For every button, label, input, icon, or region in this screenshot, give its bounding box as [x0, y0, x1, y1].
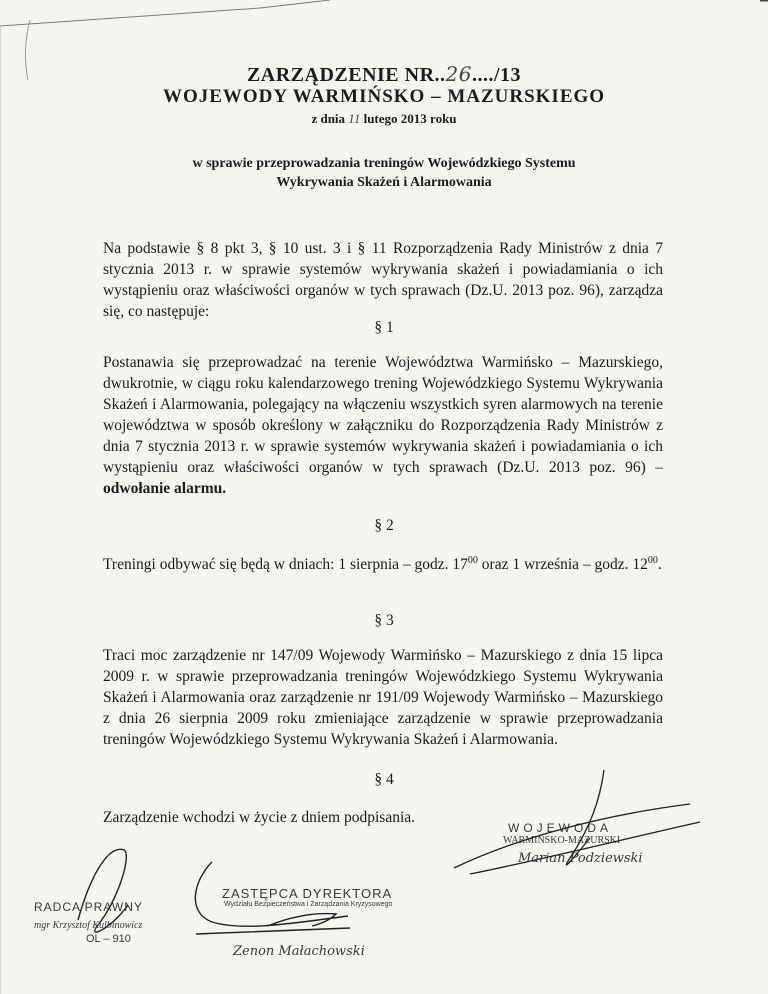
document-title: ZARZĄDZENIE NR..26..../13: [246, 62, 522, 86]
section-heading-2: § 2: [374, 517, 394, 534]
preamble-paragraph: Na podstawie § 8 pkt 3, § 10 ust. 3 i § 11 Rozporządzenia Rady Ministrów z dnia 7 stycznia 2013 r. w sprawie systemów wykrywania skażeń i powiadamiania o ich wystąpieniu oraz właściwości organów w tych sprawach (Dz.U. 2013 poz. 96), zarządza się, co następuje:: [103, 240, 663, 320]
section-4-text: Zarządzenie wchodzi w życie z dniem podpisania.: [103, 809, 416, 826]
section-2-text: Treningi odbywać się będą w dniach: 1 sierpnia – godz. $17^{00}$ oraz 1 września – godz. $12^{00}$.: [103, 555, 662, 574]
handwritten-number: 26: [445, 62, 472, 86]
section-heading-4: § 4: [374, 771, 394, 788]
section-1-bold-phrase: odwołanie alarmu.: [103, 480, 227, 497]
deputy-director-stamp-name: Zenon Małachowski: [233, 944, 365, 959]
voivode-stamp-region: WARMIŃSKO-MAZURSKI: [503, 835, 621, 846]
deputy-director-stamp-department: Wydziału Bezpieczeństwa i Zarządzania Kryzysowego: [224, 901, 393, 908]
section-3-text: Traci moc zarządzenie nr 147/09 Wojewody Warmińsko – Mazurskiego z dnia 15 lipca 2009 r. w sprawie przeprowadzania treningów Wojewódzkiego Systemu Wykrywania Skażeń i Alarmowania oraz zarządzenie nr 191/09 Wojewody Warmińsko – Mazurskiego z dnia 26 sierpnia 2009 roku zmieniające zarządzenie w sprawie przeprowadzania treningów Wojewódzkiego Systemu Wykrywania Skażeń i Alarmowania.: [103, 647, 663, 748]
legal-advisor-stamp-number: OL – 910: [86, 933, 131, 945]
deputy-director-stamp-title: ZASTĘPCA DYREKTORA: [222, 886, 393, 901]
section-1-text: Postanawia się przeprowadzać na terenie Województwa Warmińsko – Mazurskiego, dwukrotnie, w ciągu roku kalendarzowego trening Wojewódzkiego Systemu Wykrywania Skażeń i Alarmowania, polegający na włączeniu wszystkich syren alarmowych na terenie województwa w sposób określony w załączniku do Rozporządzenia Rady Ministrów z dnia 7 stycznia 2013 r. w sprawie systemów wykrywania skażeń i powiadamiania o ich wystąpieniu oraz właściwości organów w tych sprawach (Dz.U. 2013 poz. 96) – odwołanie alarmu.: [103, 354, 663, 497]
voivode-stamp-name: Marian Podziewski: [518, 851, 643, 866]
voivode-stamp-title: WOJEWODA: [508, 821, 612, 835]
issuing-authority: WOJEWODY WARMIŃSKO – MAZURSKIEGO: [162, 86, 606, 107]
handwritten-day: 11: [348, 111, 361, 126]
legal-advisor-stamp-title: RADCA PRAWNY: [34, 900, 143, 914]
section-heading-1: § 1: [374, 319, 394, 336]
document-date: z dnia 11 lutego 2013 roku: [311, 111, 457, 126]
document-subject: w sprawie przeprowadzania treningów Wojewódzkiego Systemu Wykrywania Skażeń i Alarmowania: [192, 156, 576, 190]
section-heading-3: § 3: [374, 612, 394, 629]
legal-advisor-stamp-name: mgr Krzysztof Kulbinowicz: [34, 920, 143, 931]
